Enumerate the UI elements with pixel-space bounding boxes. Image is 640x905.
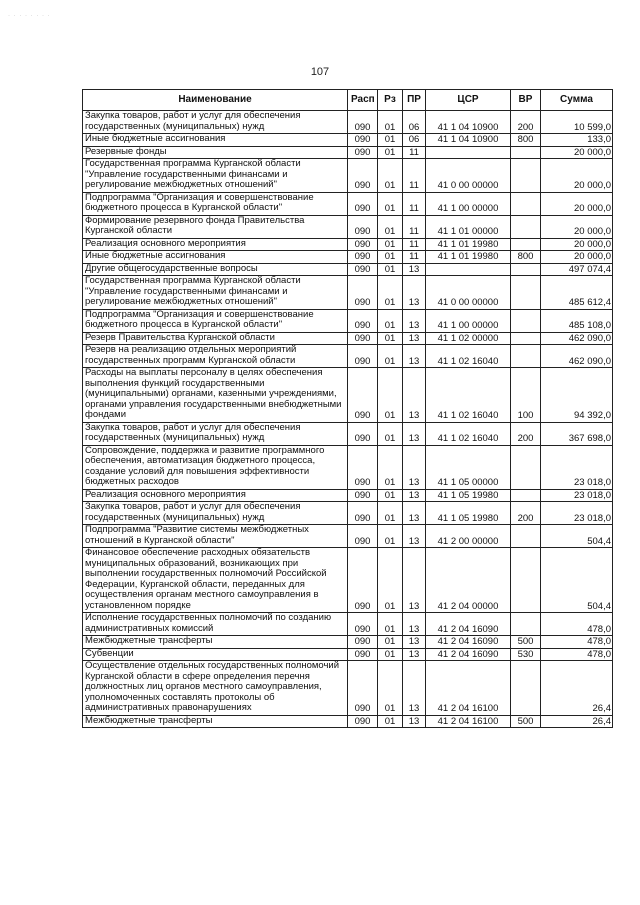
cell-rz: 01: [378, 238, 403, 251]
cell-rasp: 090: [348, 636, 378, 649]
cell-csr: 41 2 04 16090: [426, 636, 511, 649]
cell-sum: 133,0: [541, 134, 613, 147]
cell-name: Сопровождение, поддержка и развитие программного обеспечения, автоматизация бюджетного процесса, создание условий для повышения эффективности бюджетных расходов: [83, 445, 348, 489]
header-sum: Сумма: [541, 90, 613, 111]
cell-csr: 41 2 04 16090: [426, 648, 511, 661]
cell-rasp: 090: [348, 309, 378, 332]
cell-rasp: 090: [348, 525, 378, 548]
cell-sum: 504,4: [541, 548, 613, 613]
cell-rasp: 090: [348, 502, 378, 525]
cell-csr: 41 1 05 19980: [426, 502, 511, 525]
cell-vr: 200: [511, 111, 541, 134]
cell-vr: [511, 215, 541, 238]
cell-rz: 01: [378, 525, 403, 548]
cell-pr: 13: [403, 502, 426, 525]
cell-pr: 06: [403, 134, 426, 147]
cell-sum: 497 074,4: [541, 263, 613, 276]
cell-name: Подпрограмма "Организация и совершенствование бюджетного процесса в Курганской области": [83, 309, 348, 332]
cell-name: Субвенции: [83, 648, 348, 661]
cell-sum: 26,4: [541, 715, 613, 728]
budget-table: [82, 89, 613, 728]
cell-pr: 11: [403, 146, 426, 159]
cell-pr: 13: [403, 276, 426, 310]
cell-rz: 01: [378, 636, 403, 649]
cell-sum: 23 018,0: [541, 489, 613, 502]
cell-csr: 41 2 04 16100: [426, 661, 511, 716]
cell-rasp: 090: [348, 332, 378, 345]
cell-rz: 01: [378, 661, 403, 716]
cell-sum: 26,4: [541, 661, 613, 716]
cell-vr: [511, 525, 541, 548]
header-csr: ЦСР: [426, 90, 511, 111]
cell-rz: 01: [378, 215, 403, 238]
cell-rasp: 090: [348, 146, 378, 159]
cell-vr: [511, 548, 541, 613]
cell-sum: 485 612,4: [541, 276, 613, 310]
page-number: 107: [310, 66, 330, 78]
cell-pr: 13: [403, 715, 426, 728]
table-row: [83, 613, 613, 636]
cell-rasp: 090: [348, 445, 378, 489]
cell-pr: 11: [403, 215, 426, 238]
cell-rz: 01: [378, 648, 403, 661]
cell-name: Осуществление отдельных государственных полномочий Курганской области в сфере определения перечня должностных лиц органов местного самоуправления, уполномоченных составлять протоколы об административных правонарушениях: [83, 661, 348, 716]
cell-pr: 13: [403, 548, 426, 613]
cell-csr: 41 1 02 16040: [426, 422, 511, 445]
cell-vr: [511, 276, 541, 310]
table-row: [83, 422, 613, 445]
cell-name: Расходы на выплаты персоналу в целях обеспечения выполнения функций государственными (муниципальными) органами, казенными учреждениями, органами управления государственными внебюджетными фондами: [83, 368, 348, 423]
cell-pr: 13: [403, 489, 426, 502]
table-row: [83, 215, 613, 238]
header-name: Наименование: [83, 90, 348, 111]
cell-pr: 13: [403, 345, 426, 368]
cell-sum: 478,0: [541, 613, 613, 636]
cell-pr: 13: [403, 445, 426, 489]
cell-rz: 01: [378, 368, 403, 423]
table-row: [83, 238, 613, 251]
cell-sum: 478,0: [541, 636, 613, 649]
cell-rasp: 090: [348, 345, 378, 368]
cell-pr: 13: [403, 661, 426, 716]
table-row: [83, 263, 613, 276]
header-vr: ВР: [511, 90, 541, 111]
cell-pr: 13: [403, 368, 426, 423]
cell-name: Резервные фонды: [83, 146, 348, 159]
cell-pr: 13: [403, 263, 426, 276]
cell-vr: 500: [511, 715, 541, 728]
table-row: [83, 636, 613, 649]
cell-rasp: 090: [348, 238, 378, 251]
cell-name: Межбюджетные трансферты: [83, 715, 348, 728]
cell-pr: 13: [403, 636, 426, 649]
cell-csr: 41 1 02 16040: [426, 368, 511, 423]
cell-csr: 41 1 04 10900: [426, 111, 511, 134]
cell-name: Резерв Правительства Курганской области: [83, 332, 348, 345]
cell-vr: 200: [511, 502, 541, 525]
table-row: [83, 445, 613, 489]
cell-rasp: 090: [348, 134, 378, 147]
cell-name: Закупка товаров, работ и услуг для обеспечения государственных (муниципальных) нужд: [83, 111, 348, 134]
cell-vr: [511, 661, 541, 716]
cell-csr: 41 2 00 00000: [426, 525, 511, 548]
cell-csr: 41 1 05 00000: [426, 445, 511, 489]
cell-rz: 01: [378, 276, 403, 310]
cell-name: Государственная программа Курганской области "Управление государственными финансами и регулирование межбюджетных отношений": [83, 276, 348, 310]
table-row: [83, 134, 613, 147]
cell-rasp: 090: [348, 548, 378, 613]
cell-pr: 13: [403, 332, 426, 345]
cell-name: Подпрограмма "Развитие системы межбюджетных отношений в Курганской области": [83, 525, 348, 548]
table-row: [83, 345, 613, 368]
cell-rz: 01: [378, 192, 403, 215]
table-row: [83, 159, 613, 193]
cell-pr: 06: [403, 111, 426, 134]
table-row: [83, 715, 613, 728]
cell-name: Закупка товаров, работ и услуг для обеспечения государственных (муниципальных) нужд: [83, 502, 348, 525]
cell-rz: 01: [378, 715, 403, 728]
cell-name: Подпрограмма "Организация и совершенствование бюджетного процесса в Курганской области": [83, 192, 348, 215]
cell-pr: 11: [403, 251, 426, 264]
cell-sum: 20 000,0: [541, 192, 613, 215]
cell-rz: 01: [378, 111, 403, 134]
table-row: [83, 111, 613, 134]
cell-pr: 11: [403, 192, 426, 215]
cell-name: Межбюджетные трансферты: [83, 636, 348, 649]
cell-csr: 41 1 02 00000: [426, 332, 511, 345]
cell-vr: 500: [511, 636, 541, 649]
cell-rz: 01: [378, 489, 403, 502]
cell-sum: 478,0: [541, 648, 613, 661]
cell-rz: 01: [378, 146, 403, 159]
cell-rz: 01: [378, 422, 403, 445]
cell-rz: 01: [378, 345, 403, 368]
cell-rasp: 090: [348, 715, 378, 728]
cell-sum: 20 000,0: [541, 251, 613, 264]
cell-name: Государственная программа Курганской области "Управление государственными финансами и регулирование межбюджетных отношений": [83, 159, 348, 193]
cell-rasp: 090: [348, 368, 378, 423]
cell-rasp: 090: [348, 489, 378, 502]
cell-sum: 20 000,0: [541, 146, 613, 159]
cell-pr: 11: [403, 159, 426, 193]
cell-rasp: 090: [348, 215, 378, 238]
cell-csr: 41 1 01 19980: [426, 251, 511, 264]
cell-sum: 23 018,0: [541, 445, 613, 489]
table-row: [83, 251, 613, 264]
cell-vr: [511, 613, 541, 636]
cell-name: Иные бюджетные ассигнования: [83, 251, 348, 264]
cell-pr: 13: [403, 525, 426, 548]
cell-rasp: 090: [348, 192, 378, 215]
cell-name: Закупка товаров, работ и услуг для обеспечения государственных (муниципальных) нужд: [83, 422, 348, 445]
cell-rz: 01: [378, 263, 403, 276]
cell-csr: 41 1 01 00000: [426, 215, 511, 238]
cell-sum: 462 090,0: [541, 345, 613, 368]
table-body: [83, 111, 613, 728]
cell-rasp: 090: [348, 111, 378, 134]
header-pr: ПР: [403, 90, 426, 111]
cell-rasp: 090: [348, 263, 378, 276]
cell-rasp: 090: [348, 613, 378, 636]
cell-pr: 13: [403, 422, 426, 445]
cell-vr: [511, 192, 541, 215]
cell-rz: 01: [378, 134, 403, 147]
cell-csr: 41 1 00 00000: [426, 309, 511, 332]
cell-rasp: 090: [348, 159, 378, 193]
cell-rz: 01: [378, 309, 403, 332]
cell-name: Исполнение государственных полномочий по созданию административных комиссий: [83, 613, 348, 636]
cell-pr: 13: [403, 648, 426, 661]
cell-sum: 23 018,0: [541, 502, 613, 525]
cell-rz: 01: [378, 251, 403, 264]
table-row: [83, 276, 613, 310]
table-row: [83, 332, 613, 345]
cell-vr: [511, 489, 541, 502]
cell-sum: 10 599,0: [541, 111, 613, 134]
cell-vr: [511, 159, 541, 193]
cell-vr: [511, 146, 541, 159]
cell-rasp: 090: [348, 422, 378, 445]
table-row: [83, 146, 613, 159]
table-row: [83, 648, 613, 661]
cell-name: Другие общегосударственные вопросы: [83, 263, 348, 276]
cell-csr: 41 0 00 00000: [426, 276, 511, 310]
cell-sum: 20 000,0: [541, 215, 613, 238]
cell-vr: [511, 238, 541, 251]
cell-name: Финансовое обеспечение расходных обязательств муниципальных образований, возникающих при выполнении государственных полномочий Российской Федерации, Курганской области, переданных для осуществления органам местного самоуправления в установленном порядке: [83, 548, 348, 613]
cell-sum: 94 392,0: [541, 368, 613, 423]
cell-sum: 485 108,0: [541, 309, 613, 332]
cell-vr: [511, 332, 541, 345]
cell-csr: 41 1 00 00000: [426, 192, 511, 215]
cell-rz: 01: [378, 159, 403, 193]
cell-rasp: 090: [348, 276, 378, 310]
cell-name: Резерв на реализацию отдельных мероприятий государственных программ Курганской области: [83, 345, 348, 368]
cell-vr: [511, 309, 541, 332]
cell-pr: 13: [403, 613, 426, 636]
table-row: [83, 368, 613, 423]
cell-sum: 20 000,0: [541, 159, 613, 193]
cell-vr: [511, 445, 541, 489]
cell-vr: 100: [511, 368, 541, 423]
cell-vr: 800: [511, 251, 541, 264]
header-rasp: Расп: [348, 90, 378, 111]
table-row: [83, 548, 613, 613]
cell-csr: 41 1 05 19980: [426, 489, 511, 502]
cell-csr: 41 1 02 16040: [426, 345, 511, 368]
cell-csr: 41 1 01 19980: [426, 238, 511, 251]
cell-rz: 01: [378, 445, 403, 489]
cell-name: Реализация основного мероприятия: [83, 489, 348, 502]
cell-csr: 41 2 04 16090: [426, 613, 511, 636]
table-row: [83, 525, 613, 548]
cell-csr: 41 0 00 00000: [426, 159, 511, 193]
cell-sum: 20 000,0: [541, 238, 613, 251]
cell-rasp: 090: [348, 251, 378, 264]
header-rz: Рз: [378, 90, 403, 111]
table-row: [83, 309, 613, 332]
cell-name: Иные бюджетные ассигнования: [83, 134, 348, 147]
cell-rz: 01: [378, 548, 403, 613]
cell-rasp: 090: [348, 661, 378, 716]
cell-rz: 01: [378, 332, 403, 345]
cell-rasp: 090: [348, 648, 378, 661]
cell-sum: 462 090,0: [541, 332, 613, 345]
table-row: [83, 661, 613, 716]
cell-csr: [426, 263, 511, 276]
cell-vr: [511, 263, 541, 276]
cell-vr: 200: [511, 422, 541, 445]
cell-csr: 41 2 04 00000: [426, 548, 511, 613]
cell-vr: 800: [511, 134, 541, 147]
table-row: [83, 192, 613, 215]
cell-csr: 41 2 04 16100: [426, 715, 511, 728]
cell-csr: 41 1 04 10900: [426, 134, 511, 147]
table-row: [83, 489, 613, 502]
cell-name: Формирование резервного фонда Правительства Курганской области: [83, 215, 348, 238]
cell-name: Реализация основного мероприятия: [83, 238, 348, 251]
table-header-row: [83, 90, 613, 111]
cell-vr: 530: [511, 648, 541, 661]
corner-mark: · · · · · · · ·: [8, 13, 51, 19]
cell-rz: 01: [378, 502, 403, 525]
cell-csr: [426, 146, 511, 159]
cell-pr: 11: [403, 238, 426, 251]
cell-pr: 13: [403, 309, 426, 332]
cell-vr: [511, 345, 541, 368]
cell-sum: 367 698,0: [541, 422, 613, 445]
table-row: [83, 502, 613, 525]
cell-sum: 504,4: [541, 525, 613, 548]
cell-rz: 01: [378, 613, 403, 636]
